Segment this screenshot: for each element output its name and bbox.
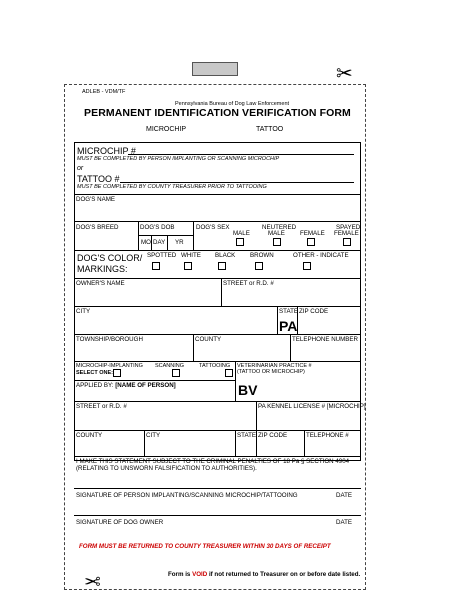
or-text: or xyxy=(77,165,84,172)
applier-city-label: CITY xyxy=(146,432,161,439)
applier-phone-label: TELEPHONE # xyxy=(306,432,349,439)
applier-zip-label: ZIP CODE xyxy=(258,432,288,439)
void-word: VOID xyxy=(192,571,208,578)
signature-line-2[interactable] xyxy=(74,515,361,516)
breed-label: DOG'S BREED xyxy=(76,224,119,231)
dob-yr: YR xyxy=(175,239,184,246)
vet-label-2: (TATTOO OR MICROCHIP) xyxy=(237,369,305,375)
rule xyxy=(74,401,361,402)
color-white: WHITE xyxy=(181,252,201,259)
signature-1-label: SIGNATURE OF PERSON IMPLANTING/SCANNING MICROCHIP/TATTOOING xyxy=(76,492,298,499)
sex-spayed-female: FEMALE xyxy=(334,230,359,237)
sex-male: MALE xyxy=(233,230,250,237)
name-of-person: [NAME OF PERSON] xyxy=(115,382,176,389)
dob-label: DOG'S DOB xyxy=(140,224,175,231)
void-notice xyxy=(168,571,360,578)
owner-county-label: COUNTY xyxy=(195,336,222,343)
dob-mo: MO xyxy=(141,239,151,246)
sex-female: FEMALE xyxy=(300,230,325,237)
statement-line-2: (RELATING TO UNSWORN FALSIFICATION TO AUTHORITIES). xyxy=(76,465,257,472)
color-black: BLACK xyxy=(215,252,236,259)
sex-neutered-male: MALE xyxy=(268,230,285,237)
tattoo-number-line[interactable] xyxy=(120,182,354,183)
neutered-male-checkbox[interactable] xyxy=(273,238,281,246)
rule xyxy=(151,235,152,250)
white-checkbox[interactable] xyxy=(184,262,192,270)
rule xyxy=(277,306,278,334)
date-2-label: DATE xyxy=(336,519,353,526)
rule xyxy=(144,430,145,456)
owner-zip-label: ZIP CODE xyxy=(299,308,329,315)
male-checkbox[interactable] xyxy=(236,238,244,246)
rule xyxy=(167,235,168,250)
applier-county-label: COUNTY xyxy=(76,432,103,439)
markings-label: MARKINGS: xyxy=(77,264,128,274)
microchip-number-line[interactable] xyxy=(128,154,354,155)
return-notice: FORM MUST BE RETURNED TO COUNTY TREASURER WITHIN 30 DAYS OF RECEIPT xyxy=(79,543,331,550)
vet-label-1: VETERINARIAN PRACTICE # xyxy=(237,363,312,369)
spayed-female-checkbox[interactable] xyxy=(343,238,351,246)
rule xyxy=(304,430,305,456)
color-brown: BROWN xyxy=(250,252,274,259)
implanting-label: MICROCHIP-IMPLANTING xyxy=(76,363,143,369)
spotted-checkbox[interactable] xyxy=(152,262,160,270)
tattooing-checkbox[interactable] xyxy=(225,369,233,377)
sex-label: DOG'S SEX xyxy=(196,224,230,231)
tear-off-stub xyxy=(192,62,238,76)
rule xyxy=(235,430,236,456)
rule xyxy=(138,221,139,250)
option-microchip: MICROCHIP xyxy=(146,126,187,133)
color-other: OTHER - INDICATE xyxy=(293,252,349,259)
void-post: if not returned to Treasurer on or before date listed. xyxy=(207,571,361,578)
rule xyxy=(74,380,235,381)
owner-name-label: OWNER'S NAME xyxy=(76,280,125,287)
rule xyxy=(193,334,194,361)
rule xyxy=(290,334,291,361)
rule xyxy=(74,430,361,431)
owner-phone-label: TELEPHONE NUMBER xyxy=(292,336,359,343)
applied-by-text: APPLIED BY: xyxy=(76,382,114,389)
applied-by-label xyxy=(76,382,176,389)
other-checkbox[interactable] xyxy=(303,262,311,270)
applier-street-label: STREET or R.D. # xyxy=(76,403,127,410)
tattoo-label: TATTOO # xyxy=(77,174,120,184)
agency-name: Pennsylvania Bureau of Dog Law Enforcement xyxy=(175,101,290,107)
rule xyxy=(235,361,236,401)
tattooing-label: TATTOOING xyxy=(199,363,231,369)
vet-value: BV xyxy=(238,382,258,398)
rule xyxy=(256,401,257,430)
female-checkbox[interactable] xyxy=(307,238,315,246)
owner-state-value: PA xyxy=(279,318,298,334)
dog-name-label: DOG'S NAME xyxy=(76,196,115,203)
color-label: DOG'S COLOR/ xyxy=(77,253,143,263)
rule xyxy=(74,194,361,195)
signature-2-label: SIGNATURE OF DOG OWNER xyxy=(76,519,164,526)
option-tattoo: TATTOO xyxy=(256,126,284,133)
owner-city-label: CITY xyxy=(76,308,91,315)
rule xyxy=(256,430,257,456)
form-title: PERMANENT IDENTIFICATION VERIFICATION FORM xyxy=(84,107,351,119)
rule xyxy=(74,221,361,222)
form-code: ADLEB - VDM/TF xyxy=(82,89,126,95)
sex-spayed: SPAYED xyxy=(336,224,361,231)
scissors-icon: ✂ xyxy=(336,63,353,85)
color-spotted: SPOTTED xyxy=(147,252,177,259)
rule xyxy=(74,250,361,251)
owner-street-label: STREET or R.D. # xyxy=(223,280,274,287)
rule xyxy=(74,306,361,307)
applier-state-label: STATE xyxy=(237,432,257,439)
implanting-checkbox[interactable] xyxy=(113,369,121,377)
select-one-label: SELECT ONE: xyxy=(76,370,113,376)
tattoo-note: MUST BE COMPLETED BY COUNTY TREASURER PRIOR TO TATTOOING xyxy=(77,184,267,190)
dob-day: DAY xyxy=(153,239,166,246)
sex-neutered: NEUTERED xyxy=(262,224,297,231)
rule xyxy=(74,334,361,335)
microchip-note: MUST BE COMPLETED BY PERSON IMPLANTING OR SCANNING MICROCHIP xyxy=(77,156,280,162)
township-label: TOWNSHIP/BOROUGH xyxy=(76,336,143,343)
kennel-license-label: PA KENNEL LICENSE # [MICROCHIP] xyxy=(258,403,366,410)
scissors-icon: ✂ xyxy=(84,569,101,591)
scanning-checkbox[interactable] xyxy=(172,369,180,377)
rule xyxy=(74,361,361,362)
rule xyxy=(74,456,361,457)
black-checkbox[interactable] xyxy=(218,262,226,270)
rule xyxy=(138,235,193,236)
statement-line-1: I MAKE THIS STATEMENT SUBJECT TO THE CRIMINAL PENALTIES OF 18 Pa § SECTION 4904 xyxy=(76,458,350,465)
void-pre: Form is xyxy=(168,571,193,578)
rule xyxy=(221,278,222,306)
rule xyxy=(74,278,361,279)
owner-state-label: STATE xyxy=(279,308,299,315)
date-1-label: DATE xyxy=(336,492,353,499)
rule xyxy=(193,221,194,250)
microchip-label: MICROCHIP # xyxy=(77,146,136,156)
brown-checkbox[interactable] xyxy=(255,262,263,270)
signature-line-1[interactable] xyxy=(74,488,361,489)
scanning-label: SCANNING xyxy=(155,363,185,369)
